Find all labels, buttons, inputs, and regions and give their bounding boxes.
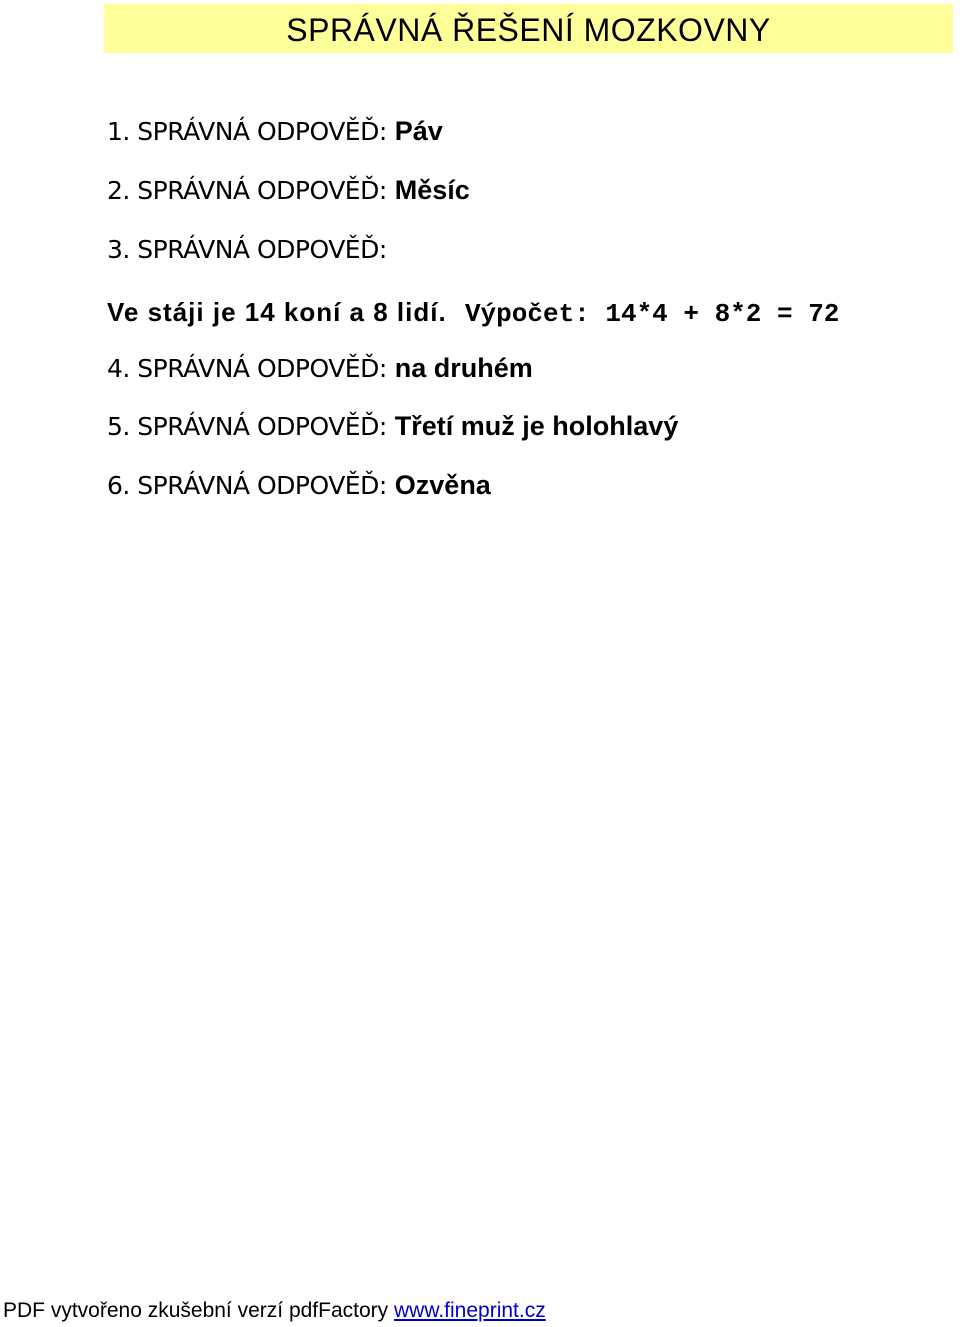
answer-3: [107, 236, 387, 263]
answer-lead: 2. SPRÁVNÁ ODPOVĚĎ:: [107, 176, 387, 205]
answer-lead: 3. SPRÁVNÁ ODPOVĚĎ:: [107, 235, 387, 264]
page-title: SPRÁVNÁ ŘEŠENÍ MOZKOVNY: [286, 12, 771, 48]
answer-2: [107, 177, 470, 204]
answer-value: Měsíc: [394, 175, 470, 205]
answer-6: [107, 472, 491, 499]
answer-3-text: Ve stáji je 14 koní a 8 lidí.: [107, 297, 447, 327]
answer-lead: 1. SPRÁVNÁ ODPOVĚĎ:: [107, 117, 387, 146]
answer-lead: 5. SPRÁVNÁ ODPOVĚĎ:: [107, 412, 387, 441]
answer-value: Ozvěna: [394, 470, 491, 500]
answer-4: [107, 355, 533, 382]
footer-link[interactable]: www.fineprint.cz: [394, 1299, 546, 1322]
footer: [3, 1299, 546, 1323]
answer-5: [107, 413, 678, 440]
answer-lead: 4. SPRÁVNÁ ODPOVĚĎ:: [107, 354, 387, 383]
answer-value: Páv: [394, 116, 443, 146]
answer-lead: 6. SPRÁVNÁ ODPOVĚĎ:: [107, 471, 387, 500]
answer-1: [107, 118, 443, 145]
answer-value: Třetí muž je holohlavý: [394, 411, 679, 441]
answer-3-detail: [107, 297, 839, 329]
answer-value: na druhém: [394, 353, 533, 383]
title-band: [104, 4, 953, 53]
answer-3-calc: Výpočet: 14*4 + 8*2 = 72: [464, 299, 840, 329]
footer-text: PDF vytvořeno zkušební verzí pdfFactory: [3, 1299, 389, 1322]
